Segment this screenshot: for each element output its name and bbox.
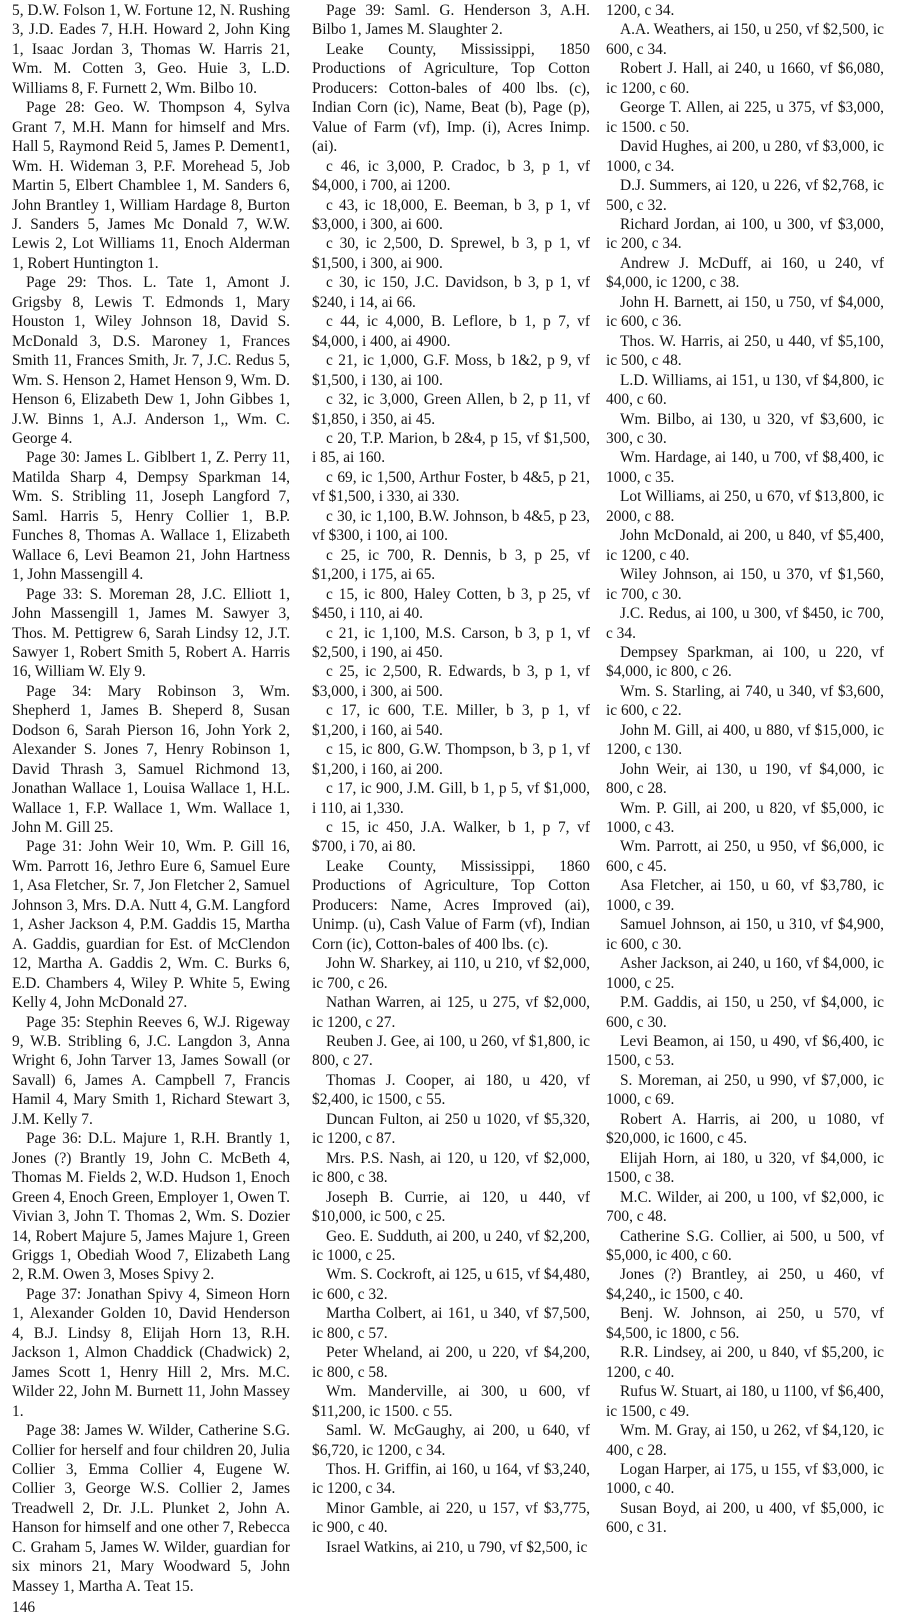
paragraph: Wm. M. Gray, ai 150, u 262, vf $4,120, ic 400, c 28. bbox=[606, 1422, 884, 1459]
paragraph: Catherine S.G. Collier, ai 500, u 500, vf $5,000, ic 400, c 60. bbox=[606, 1227, 884, 1264]
paragraph: Andrew J. McDuff, ai 160, u 240, vf $4,000, ic 1200, c 38. bbox=[606, 254, 884, 292]
paragraph: Jones (?) Brantley, ai 250, u 460, vf $4,240,, ic 1500, c 40. bbox=[606, 1266, 884, 1303]
paragraph: Israel Watkins, ai 210, u 790, vf $2,500, ic bbox=[326, 1538, 588, 1556]
paragraph: R.R. Lindsey, ai 200, u 840, vf $5,200, ic 1200, c 40. bbox=[606, 1344, 884, 1381]
paragraph: Wm. Hardage, ai 140, u 700, vf $8,400, ic 1000, c 35. bbox=[606, 449, 884, 486]
paragraph: Asa Fletcher, ai 150, u 60, vf $3,780, ic 1000, c 39. bbox=[606, 877, 884, 914]
paragraph: c 30, ic 2,500, D. Sprewel, b 3, p 1, vf $1,500, i 300, ai 900. bbox=[312, 235, 590, 272]
paragraph: Wm. Parrott, ai 250, u 950, vf $6,000, ic 600, c 45. bbox=[606, 838, 884, 875]
paragraph: J.C. Redus, ai 100, u 300, vf $450, ic 700, c 34. bbox=[606, 605, 884, 642]
paragraph: Saml. W. McGaughy, ai 200, u 640, vf $6,720, ic 1200, c 34. bbox=[312, 1422, 590, 1459]
paragraph: M.C. Wilder, ai 200, u 100, vf $2,000, ic 700, c 48. bbox=[606, 1188, 884, 1226]
paragraph: c 25, ic 2,500, R. Edwards, b 3, p 1, vf $3,000, i 300, ai 500. bbox=[312, 663, 590, 700]
paragraph: Peter Wheland, ai 200, u 220, vf $4,200, ic 800, c 58. bbox=[312, 1344, 590, 1381]
paragraph: Martha Colbert, ai 161, u 340, vf $7,500, ic 800, c 57. bbox=[312, 1305, 590, 1342]
paragraph: Wm. Manderville, ai 300, u 600, vf $11,200, ic 1500. c 55. bbox=[312, 1383, 590, 1420]
text-column-left bbox=[12, 1, 290, 1618]
paragraph: Thos. W. Harris, ai 250, u 440, vf $5,100, ic 500, c 48. bbox=[606, 332, 884, 370]
paragraph: Page 36: D.L. Majure 1, R.H. Brantly 1, Jones (?) Brantly 19, John C. McBeth 4, Thomas M. Fields 2, W.D. Hudson 1, Enoch Green 4, Enoch Green, Employer 1, Owen T. Vivian 3, John T. Thomas 2, Wm. S. Dozier 14, Robert Majure 5, James Majure 1, Green Griggs 1, Obediah Wood 7, Elizabeth Lang 2, R.M. Owen 3, Moses Spivy 2. bbox=[12, 1130, 290, 1284]
paragraph: c 32, ic 3,000, Green Allen, b 2, p 11, vf $1,850, i 350, ai 45. bbox=[312, 391, 590, 428]
paragraph: Elijah Horn, ai 180, u 320, vf $4,000, ic 1500, c 38. bbox=[606, 1149, 884, 1187]
paragraph: Thomas J. Cooper, ai 180, u 420, vf $2,400, ic 1500, c 55. bbox=[312, 1071, 590, 1109]
paragraph: Levi Beamon, ai 150, u 490, vf $6,400, ic 1500, c 53. bbox=[606, 1033, 884, 1070]
paragraph: Asher Jackson, ai 240, u 160, vf $4,000, ic 1000, c 25. bbox=[606, 955, 884, 992]
paragraph: c 15, ic 450, J.A. Walker, b 1, p 7, vf $700, i 70, ai 80. bbox=[312, 819, 590, 856]
paragraph: c 17, ic 600, T.E. Miller, b 3, p 1, vf $1,200, i 160, ai 540. bbox=[312, 702, 590, 739]
paragraph: Leake County, Mississippi, 1850 Productions of Agriculture, Top Cotton Producers: Cotton-bales of 400 lbs. (c), Indian Corn (ic), Name, Beat (b), Page (p), Value of Farm (vf), Imp. (i), Acres Inimp. (ai). bbox=[312, 40, 590, 156]
paragraph: c 21, ic 1,100, M.S. Carson, b 3, p 1, vf $2,500, i 190, ai 450. bbox=[312, 624, 590, 661]
paragraph: Dempsey Sparkman, ai 100, u 220, vf $4,000, ic 800, c 26. bbox=[606, 643, 884, 681]
paragraph: John W. Sharkey, ai 110, u 210, vf $2,000, ic 700, c 26. bbox=[312, 955, 590, 992]
paragraph: Wm. S. Starling, ai 740, u 340, vf $3,600, ic 600, c 22. bbox=[606, 682, 884, 720]
paragraph: Page 29: Thos. L. Tate 1, Amont J. Grigsby 8, Lewis T. Edmonds 1, Mary Houston 1, Wiley Johnson 18, David S. McDonald 3, D.S. Maroney 1, Frances Smith 11, Frances Smith, Jr. 7, J.C. Redus 5, Wm. S. Henson 2, Hamet Henson 9, Wm. D. Henson 6, Elizabeth Dew 1, John Gibbes 1, J.W. Binns 1, A.J. Anderson 1,, Wm. C. George 4. bbox=[12, 274, 290, 447]
paragraph: Page 33: S. Moreman 28, J.C. Elliott 1, John Massengill 1, James M. Sawyer 3, Thos. M. Pettigrew 6, Sarah Lindsy 12, J.T. Sawyer 1, Robert Smith 5, Robert A. Harris 16, William W. Ely 9. bbox=[12, 585, 290, 681]
paragraph: Page 34: Mary Robinson 3, Wm. Shepherd 1, James B. Sheperd 8, Susan Dodson 6, Sarah Pierson 16, John York 2, Alexander S. Jones 7, Henry Robinson 1, David Thrash 3, Samuel Richmond 13, Jonathan Wallace 1, Louisa Wallace 1, H.L. Wallace 1, F.P. Wallace 1, Wm. Wallace 1, John M. Gill 25. bbox=[12, 682, 290, 837]
paragraph: c 15, ic 800, G.W. Thompson, b 3, p 1, vf $1,200, i 160, ai 200. bbox=[312, 741, 590, 778]
paragraph: P.M. Gaddis, ai 150, u 250, vf $4,000, ic 600, c 30. bbox=[606, 994, 884, 1031]
paragraph: Wm. S. Cockroft, ai 125, u 615, vf $4,480, ic 600, c 32. bbox=[312, 1266, 590, 1303]
paragraph: c 69, ic 1,500, Arthur Foster, b 4&5, p 21, vf $1,500, i 330, ai 330. bbox=[312, 468, 590, 506]
paragraph: Lot Williams, ai 250, u 670, vf $13,800, ic 2000, c 88. bbox=[606, 488, 884, 525]
paragraph: c 20, T.P. Marion, b 2&4, p 15, vf $1,500, i 85, ai 160. bbox=[312, 429, 590, 467]
paragraph: John McDonald, ai 200, u 840, vf $5,400, ic 1200, c 40. bbox=[606, 527, 884, 564]
paragraph: John Weir, ai 130, u 190, vf $4,000, ic 800, c 28. bbox=[606, 760, 884, 798]
paragraph: Richard Jordan, ai 100, u 300, vf $3,000, ic 200, c 34. bbox=[606, 215, 884, 253]
paragraph: Leake County, Mississippi, 1860 Productions of Agriculture, Top Cotton Producers: Name, Acres Improved (ai), Unimp. (u), Cash Value of Farm (vf), Indian Corn (ic), Cotton-bales of 400 lbs. (c). bbox=[312, 857, 590, 953]
paragraph: Page 35: Stephin Reeves 6, W.J. Rigeway 9, W.B. Stribling 6, J.C. Langdon 3, Anna Wright 6, John Tarver 13, James Sowall (or Savall) 6, James A. Campbell 7, Francis Hamil 4, Mary Smith 1, Richard Stewart 3, J.M. Kelly 7. bbox=[12, 1013, 290, 1128]
paragraph: S. Moreman, ai 250, u 990, vf $7,000, ic 1000, c 69. bbox=[606, 1071, 884, 1109]
text-column-right bbox=[606, 1, 884, 1538]
page-number: 146 bbox=[12, 1599, 36, 1617]
paragraph: Rufus W. Stuart, ai 180, u 1100, vf $6,400, ic 1500, c 49. bbox=[606, 1383, 884, 1420]
paragraph: Wm. Bilbo, ai 130, u 320, vf $3,600, ic 300, c 30. bbox=[606, 410, 884, 447]
paragraph: Benj. W. Johnson, ai 250, u 570, vf $4,500, ic 1800, c 56. bbox=[606, 1305, 884, 1342]
paragraph: A.A. Weathers, ai 150, u 250, vf $2,500, ic 600, c 34. bbox=[606, 21, 884, 58]
paragraph: L.D. Williams, ai 151, u 130, vf $4,800, ic 400, c 60. bbox=[606, 371, 884, 409]
paragraph: John H. Barnett, ai 150, u 750, vf $4,000, ic 600, c 36. bbox=[606, 293, 884, 331]
paragraph: Logan Harper, ai 175, u 155, vf $3,000, ic 1000, c 40. bbox=[606, 1460, 884, 1498]
paragraph: c 46, ic 3,000, P. Cradoc, b 3, p 1, vf $4,000, i 700, ai 1200. bbox=[312, 157, 590, 195]
paragraph: D.J. Summers, ai 120, u 226, vf $2,768, ic 500, c 32. bbox=[606, 177, 884, 214]
paragraph: Susan Boyd, ai 200, u 400, vf $5,000, ic 600, c 31. bbox=[606, 1499, 884, 1537]
paragraph: Geo. E. Sudduth, ai 200, u 240, vf $2,200, ic 1000, c 25. bbox=[312, 1227, 590, 1264]
paragraph: c 30, ic 1,100, B.W. Johnson, b 4&5, p 23, vf $300, i 100, ai 100. bbox=[312, 507, 590, 545]
paragraph: c 21, ic 1,000, G.F. Moss, b 1&2, p 9, vf $1,500, i 130, ai 100. bbox=[312, 352, 590, 389]
paragraph: Nathan Warren, ai 125, u 275, vf $2,000, ic 1200, c 27. bbox=[312, 994, 590, 1031]
paragraph: David Hughes, ai 200, u 280, vf $3,000, ic 1000, c 34. bbox=[606, 138, 884, 175]
paragraph: c 30, ic 150, J.C. Davidson, b 3, p 1, vf $240, i 14, ai 66. bbox=[312, 274, 590, 311]
paragraph: Robert J. Hall, ai 240, u 1660, vf $6,080, ic 1200, c 60. bbox=[606, 60, 884, 97]
paragraph: c 44, ic 4,000, B. Leflore, b 1, p 7, vf $4,000, i 400, ai 4900. bbox=[312, 313, 590, 350]
paragraph: Page 28: Geo. W. Thompson 4, Sylva Grant 7, M.H. Mann for himself and Mrs. Hall 5, Raymond Reid 5, James P. Dement1, Wm. H. Wideman 3, P.F. Morehead 5, Job Martin 5, Elbert Chamblee 1, M. Sanders 6, John Brantley 1, William Hardage 8, Burton J. Sanders 5, James Mc Donald 7, W.W. Lewis 2, Lot Williams 11, Enoch Alderman 1, Robert Huntington 1. bbox=[12, 99, 290, 272]
paragraph: George T. Allen, ai 225, u 375, vf $3,000, ic 1500. c 50. bbox=[606, 99, 884, 136]
paragraph: John M. Gill, ai 400, u 880, vf $15,000, ic 1200, c 130. bbox=[606, 721, 884, 759]
text-column-middle bbox=[312, 1, 590, 1557]
paragraph: Page 30: James L. Giblbert 1, Z. Perry 11, Matilda Sharp 4, Dempsy Sparkman 14, Wm. S. Stribling 11, Joseph Langford 7, Saml. Harris 5, Henry Collier 1, B.P. Funches 8, Thomas A. Wallace 1, Elizabeth Wallace 6, Levi Beamon 21, John Hartness 1, John Massengill 4. bbox=[12, 449, 290, 584]
paragraph: Thos. H. Griffin, ai 160, u 164, vf $3,240, ic 1200, c 34. bbox=[312, 1460, 590, 1498]
paragraph: 5, D.W. Folson 1, W. Fortune 12, N. Rushing 3, J.D. Eades 7, H.H. Howard 2, John King 1, Isaac Jordan 3, Thomas W. Harris 21, Wm. M. Cotten 3, Geo. Huie 3, L.D. Williams 8, F. Furnett 2, Wm. Bilbo 10. bbox=[12, 2, 290, 97]
paragraph: Mrs. P.S. Nash, ai 120, u 120, vf $2,000, ic 800, c 38. bbox=[312, 1149, 590, 1187]
paragraph: c 43, ic 18,000, E. Beeman, b 3, p 1, vf $3,000, i 300, ai 600. bbox=[312, 196, 590, 233]
paragraph: Page 39: Saml. G. Henderson 3, A.H. Bilbo 1, James M. Slaughter 2. bbox=[312, 2, 590, 39]
paragraph: Wiley Johnson, ai 150, u 370, vf $1,560, ic 700, c 30. bbox=[606, 566, 884, 603]
paragraph: Page 31: John Weir 10, Wm. P. Gill 16, Wm. Parrott 16, Jethro Eure 6, Samuel Eure 1, Asa Fletcher, Sr. 7, Jon Fletcher 2, Samuel Johnson 3, Mrs. D.A. Nutt 4, G.M. Langford 1, Asher Jackson 4, P.M. Gaddis 15, Martha A. Gaddis, guardian for Est. of McClendon 12, Martha A. Gaddis 2, Wm. C. Burks 6, E.D. Chambers 4, Wiley P. White 5, Ewing Kelly 4, John McDonald 27. bbox=[12, 838, 290, 1012]
paragraph: Duncan Fulton, ai 250 u 1020, vf $5,320, ic 1200, c 87. bbox=[312, 1110, 590, 1148]
paragraph: Page 38: James W. Wilder, Catherine S.G. Collier for herself and four children 20, Julia Collier 3, Emma Collier 4, Eugene W. Collier 3, George W.S. Collier 2, James Treadwell 2, Dr. J.L. Plunket 2, John A. Hanson for himself and one other 7, Rebecca C. Graham 5, James W. Wilder, guardian for six minors 21, Mary Woodward 5, John Massey 1, Martha A. Teat 15. bbox=[12, 1422, 290, 1595]
paragraph: Minor Gamble, ai 220, u 157, vf $3,775, ic 900, c 40. bbox=[312, 1499, 590, 1537]
paragraph: Page 37: Jonathan Spivy 4, Simeon Horn 1, Alexander Golden 10, David Henderson 4, B.J. Lindsy 8, Elijah Horn 13, R.H. Jackson 1, Almon Chaddick (Chadwick) 2, James Scott 1, Henry Hill 2, Mrs. M.C. Wilder 22, John M. Burnett 11, John Massey 1. bbox=[12, 1285, 290, 1420]
paragraph: Reuben J. Gee, ai 100, u 260, vf $1,800, ic 800, c 27. bbox=[312, 1033, 590, 1070]
paragraph: c 17, ic 900, J.M. Gill, b 1, p 5, vf $1,000, i 110, ai 1,330. bbox=[312, 780, 590, 817]
paragraph: Samuel Johnson, ai 150, u 310, vf $4,900, ic 600, c 30. bbox=[606, 916, 884, 953]
paragraph: Joseph B. Currie, ai 120, u 440, vf $10,000, ic 500, c 25. bbox=[312, 1188, 590, 1226]
paragraph: Wm. P. Gill, ai 200, u 820, vf $5,000, ic 1000, c 43. bbox=[606, 799, 884, 837]
paragraph: 1200, c 34. bbox=[606, 2, 675, 19]
paragraph: c 15, ic 800, Haley Cotten, b 3, p 25, vf $450, i 110, ai 40. bbox=[312, 585, 590, 623]
paragraph: c 25, ic 700, R. Dennis, b 3, p 25, vf $1,200, i 175, ai 65. bbox=[312, 546, 590, 584]
paragraph: Robert A. Harris, ai 200, u 1080, vf $20,000, ic 1600, c 45. bbox=[606, 1110, 884, 1148]
